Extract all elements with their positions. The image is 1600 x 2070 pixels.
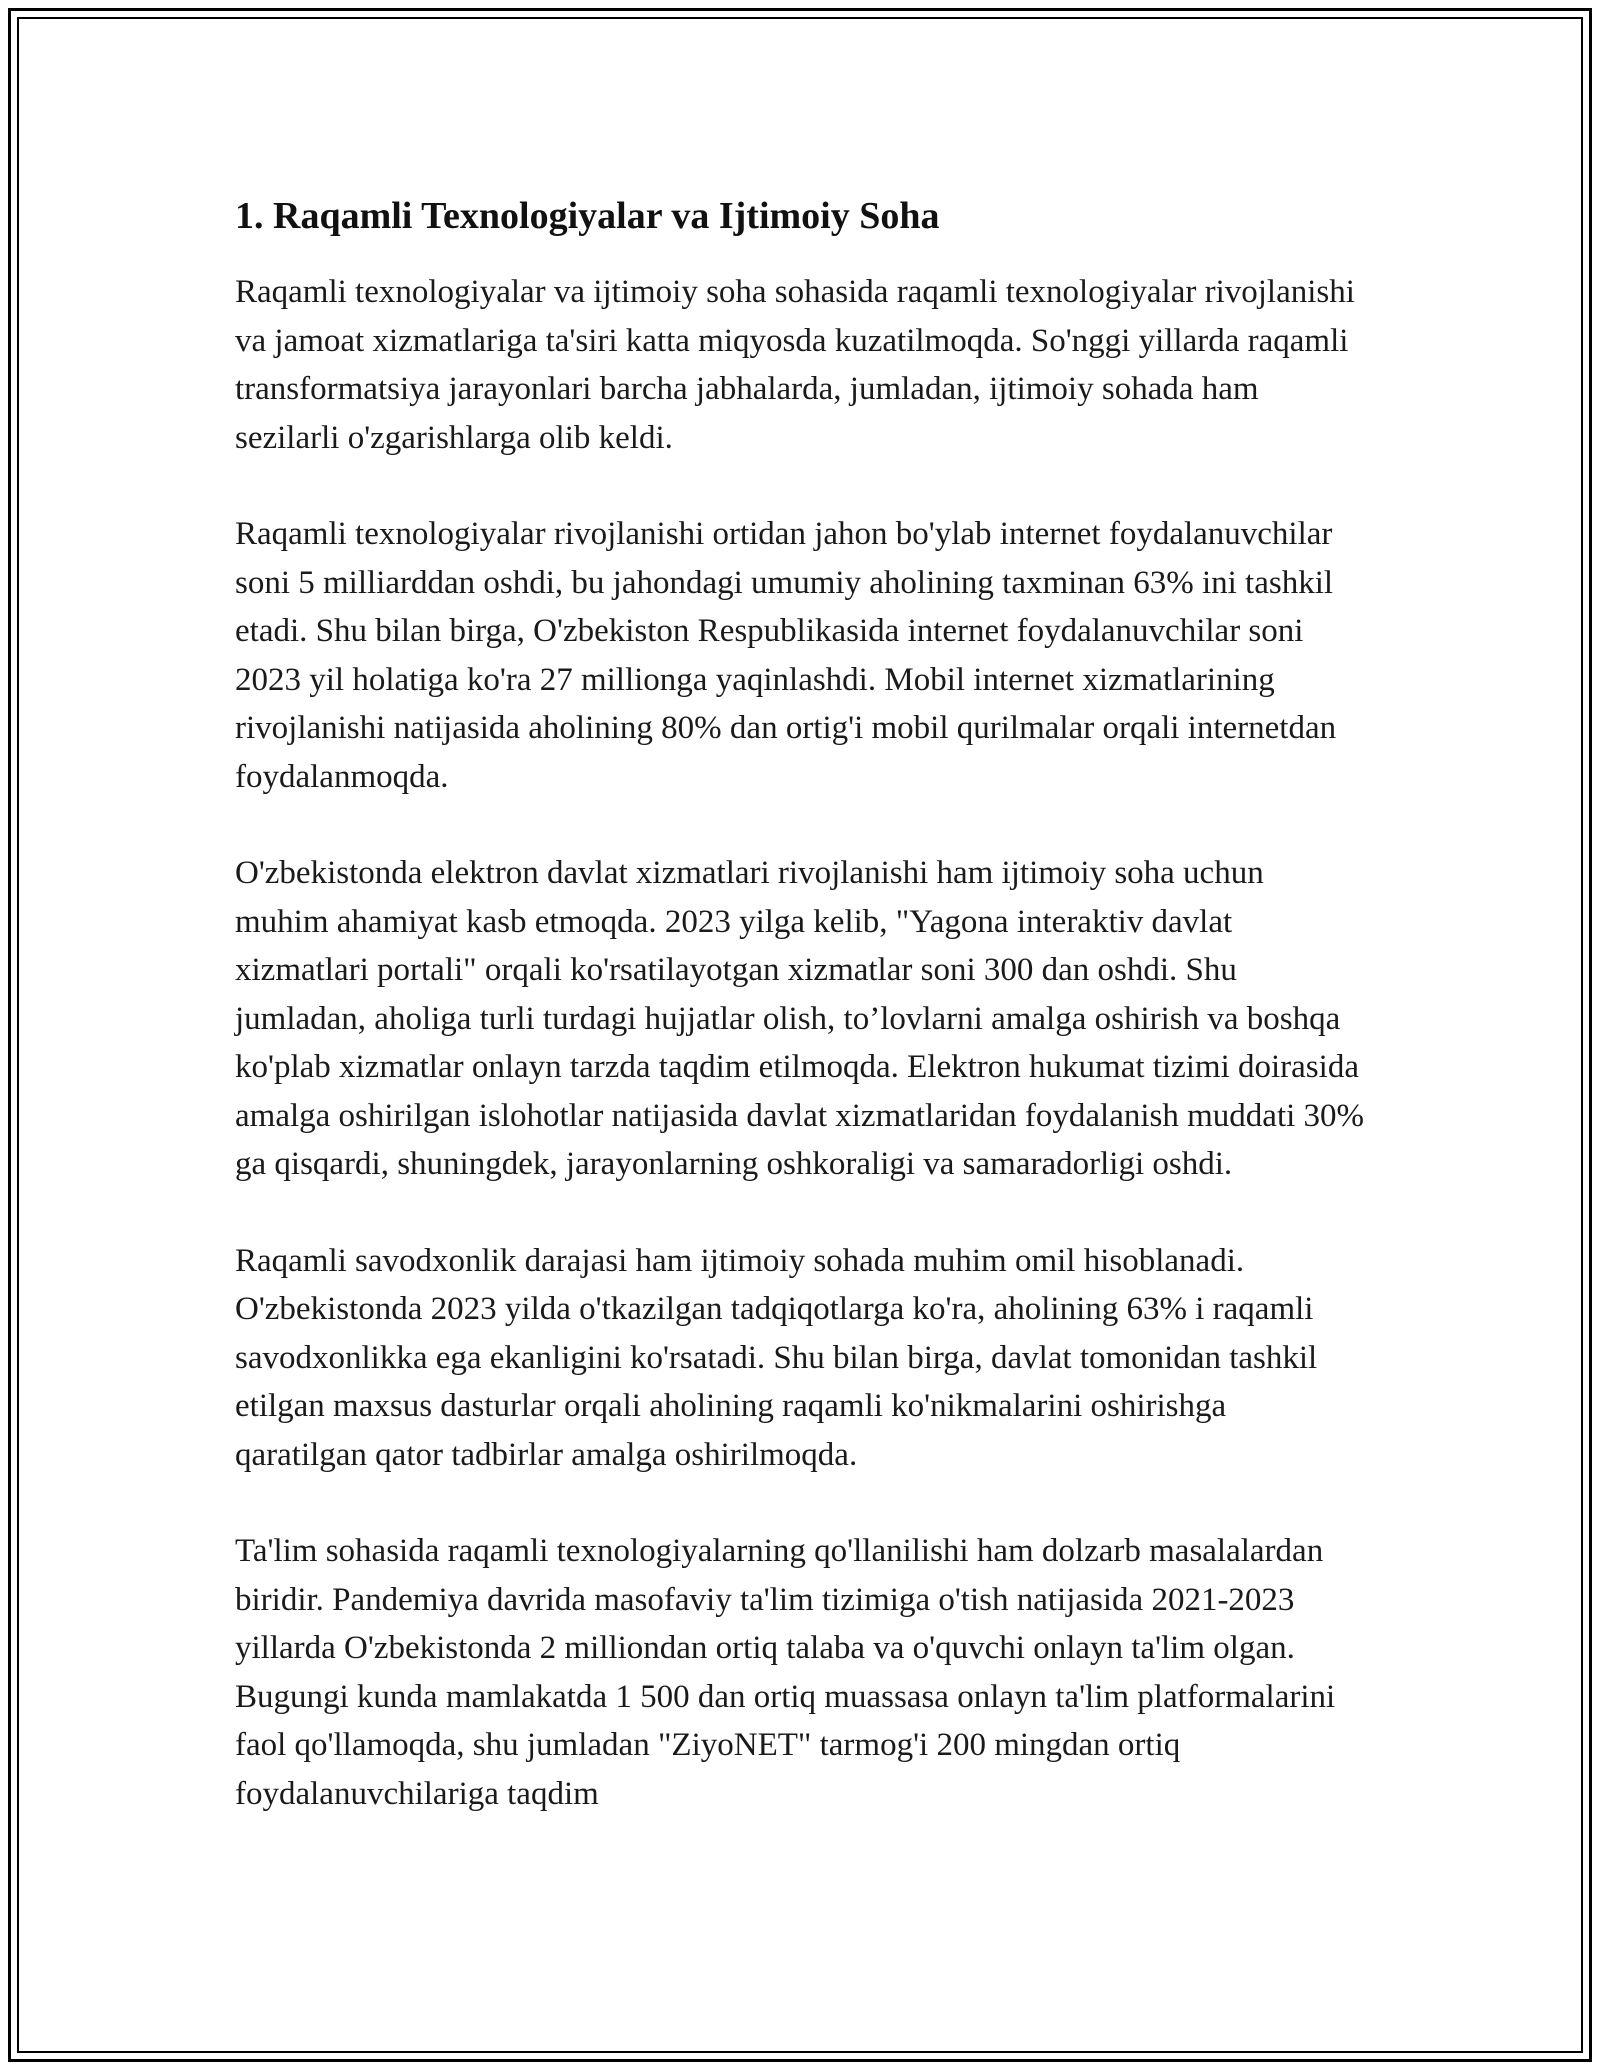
paragraph-education: Ta'lim sohasida raqamli texnologiyalarning qo'llanilishi ham dolzarb masalalardan biridir. Pandemiya davrida masofaviy ta'lim tizimiga o'tish natijasida 2021-2023 yillarda O'zbekistonda 2 milliondan ortiq talaba va o'quvchi onlayn ta'lim olgan. Bugungi kunda mamlakatda 1 500 dan ortiq muassasa onlayn ta'lim platformalarini faol qo'llamoqda, shu jumladan "ZiyoNET" tarmog'i 200 mingdan ortiq foydalanuvchilariga taqdim — [235, 1533, 1336, 1812]
paragraph-digital-literacy: Raqamli savodxonlik darajasi ham ijtimoiy sohada muhim omil hisoblanadi. O'zbekistonda 2023 yilda o'tkazilgan tadqiqotlarga ko'ra, aholining 63% i raqamli savodxonlikka ega ekanligini ko'rsatadi. Shu bilan birga, davlat tomonidan tashkil etilgan maxsus dasturlar orqali aholining raqamli ko'nikmalarini oshirishga qaratilgan qator tadbirlar amalga oshirilmoqda. — [235, 1242, 1318, 1473]
paragraph-internet-users: Raqamli texnologiyalar rivojlanishi ortidan jahon bo'ylab internet foydalanuvchilar soni 5 milliarddan oshdi, bu jahondagi umumiy aholining taxminan 63% ini tashkil etadi. Shu bilan birga, O'zbekiston Respublikasida internet foydalanuvchilar soni 2023 yil holatiga ko'ra 27 millionga yaqinlashdi. Mobil internet xizmatlarining rivojlanishi natijasida aholining 80% dan ortig'i mobil qurilmalar orqali internetdan foydalanmoqda. — [235, 516, 1337, 795]
document-body — [235, 190, 1365, 1866]
paragraph-intro: Raqamli texnologiyalar va ijtimoiy soha sohasida raqamli texnologiyalar rivojlanishi va jamoat xizmatlariga ta'siri katta miqyosda kuzatilmoqda. So'nggi yillarda raqamli transformatsiya jarayonlari barcha jabhalarda, jumladan, ijtimoiy sohada ham sezilarli o'zgarishlarga olib keldi. — [235, 274, 1355, 456]
paragraph-e-government: O'zbekistonda elektron davlat xizmatlari rivojlanishi ham ijtimoiy soha uchun muhim ahamiyat kasb etmoqda. 2023 yilga kelib, "Yagona interaktiv davlat xizmatlari portali" orqali ko'rsatilayotgan xizmatlar soni 300 dan oshdi. Shu jumladan, aholiga turli turdagi hujjatlar olish, to’lovlarni amalga oshirish va boshqa ko'plab xizmatlar onlayn tarzda taqdim etilmoqda. Elektron hukumat tizimi doirasida amalga oshirilgan islohotlar natijasida davlat xizmatlaridan foydalanish muddati 30% ga qisqardi, shuningdek, jarayonlarning oshkoraligi va samaradorligi oshdi. — [235, 855, 1365, 1182]
section-heading: 1. Raqamli Texnologiyalar va Ijtimoiy Soha — [235, 195, 940, 237]
